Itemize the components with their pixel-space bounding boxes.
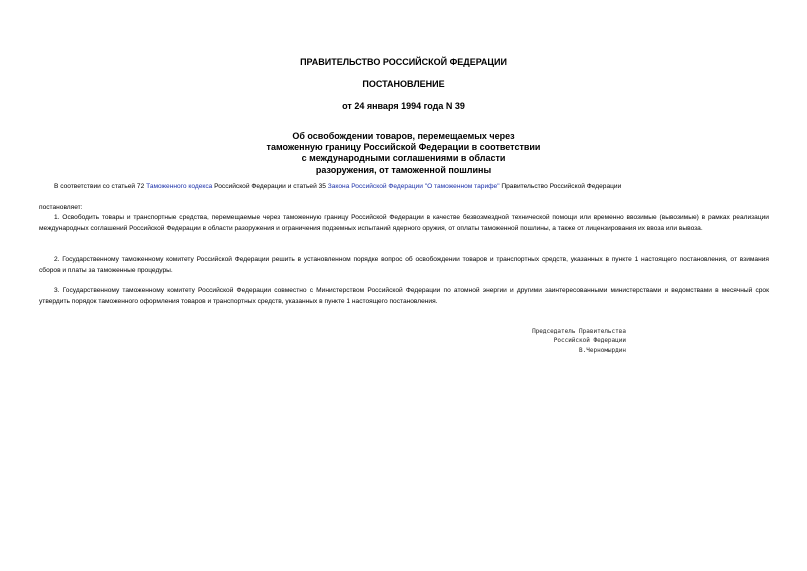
document-type: ПОСТАНОВЛЕНИЕ bbox=[362, 79, 445, 89]
title-line: Об освобождении товаров, перемещаемых через bbox=[292, 131, 515, 141]
document-date-number: от 24 января 1994 года N 39 bbox=[342, 101, 465, 111]
title-line: таможенную границу Российской Федерации в соответствии bbox=[266, 142, 541, 153]
signatory-position: Председатель Правительства bbox=[532, 328, 626, 335]
preamble bbox=[39, 182, 769, 193]
preamble-text: Российской Федерации и статьей 35 bbox=[212, 183, 328, 190]
signatory-name: В.Черномырдин bbox=[579, 346, 626, 354]
document-title bbox=[0, 131, 807, 176]
preamble-text: В соответствии со статьей 72 bbox=[54, 183, 147, 190]
customs-code-link[interactable]: Таможенного кодекса bbox=[146, 183, 213, 190]
customs-tariff-law-link[interactable]: Закона Российской Федерации "О таможенном тарифе" bbox=[327, 183, 500, 190]
title-line: с международными соглашениями в области bbox=[301, 153, 506, 164]
resolves-label: постановляет: bbox=[39, 204, 83, 211]
issuing-authority: ПРАВИТЕЛЬСТВО РОССИЙСКОЙ ФЕДЕРАЦИИ bbox=[300, 57, 507, 67]
paragraph-2: 2. Государственному таможенному комитету Российской Федерации решить в установленном порядке вопрос об освобождении товаров и транспортных средств, указанных в пункте 1 настоящего постановления, от взимания сборов и платы за таможенные процедуры. bbox=[39, 256, 769, 274]
title-line: разоружения, от таможенной пошлины bbox=[315, 164, 492, 175]
signatory-country: Российской Федерации bbox=[553, 337, 626, 345]
preamble-text: Правительство Российской Федерации bbox=[499, 183, 622, 190]
signature-block bbox=[516, 327, 626, 355]
paragraph-3: 3. Государственному таможенному комитету Российской Федерации совместно с Министерством Российской Федерации по атомной энергии и другими заинтересованными министерствами и ведомствами в месячный срок утвердить порядок таможенного оформления товаров и транспортных средств, указанных в пункте 1 настоящего постановления. bbox=[39, 287, 769, 305]
paragraph-1: 1. Освободить товары и транспортные средства, перемещаемые через таможенную границу Российской Федерации в качестве безвозмездной технической помощи или временно ввозимые (вывозимые) в рамках реализации международных соглашений Российской Федерации в области разоружения и ограничения подземных испытаний ядерного оружия, от оплаты таможенной пошлины, а также от лицензирования их ввоза или вывоза. bbox=[39, 214, 769, 232]
